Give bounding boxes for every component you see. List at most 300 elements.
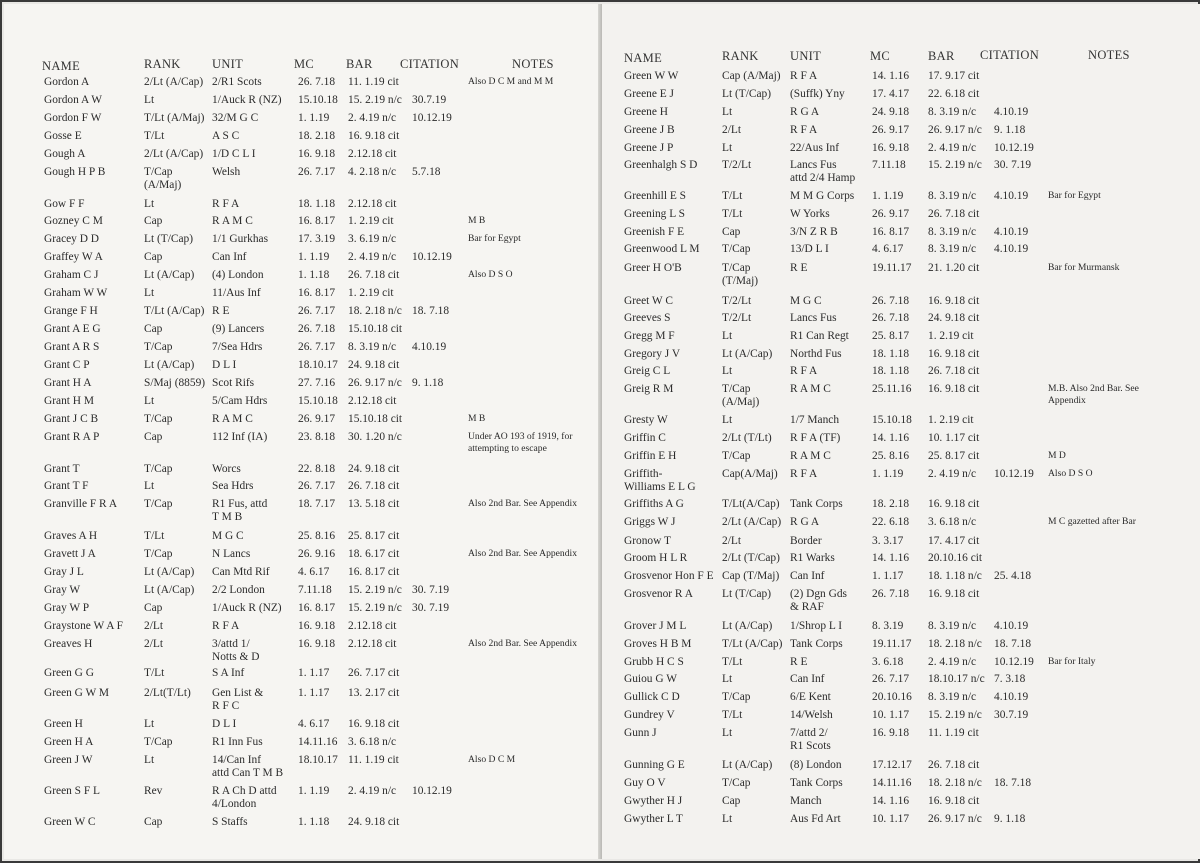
cell-rank: 2/Lt (A/Cap) <box>144 148 204 160</box>
cell-bar: 16. 9.18 cit <box>928 498 980 510</box>
cell-mc: 23. 8.18 <box>298 431 336 443</box>
cell-name: Greig R M <box>624 383 674 395</box>
cell-rank: T/Cap <box>144 548 173 560</box>
cell-name: Greene J P <box>624 142 674 154</box>
right-page <box>602 4 1200 859</box>
cell-unit: Sea Hdrs <box>212 480 254 492</box>
cell-mc: 1. 1.19 <box>298 251 330 263</box>
cell-unit: R F A <box>212 620 240 632</box>
cell-mc: 8. 3.19 <box>872 620 904 632</box>
cell-rank: Lt <box>722 106 733 118</box>
cell-name: Greeves S <box>624 312 671 324</box>
cell-mc: 16. 9.18 <box>298 148 336 160</box>
cell-name: Granville F R A <box>44 498 118 510</box>
col-header-citation: CITATION <box>980 48 1040 62</box>
left-page <box>4 4 602 859</box>
cell-unit: Tank Corps <box>790 638 843 650</box>
cell-bar: 2.12.18 cit <box>348 198 397 210</box>
cell-unit: R E <box>790 262 808 274</box>
cell-unit: 2/R1 Scots <box>212 76 262 88</box>
cell-mc: 26. 7.18 <box>298 323 336 335</box>
cell-bar: 24. 9.18 cit <box>348 816 400 828</box>
cell-unit: 32/M G C <box>212 112 259 124</box>
cell-bar: 26. 7.18 cit <box>928 759 980 771</box>
cell-unit: 13/D L I <box>790 243 829 255</box>
cell-mc: 18. 1.18 <box>872 365 910 377</box>
cell-name: Green W W <box>624 70 679 82</box>
cell-unit: S Staffs <box>212 816 248 828</box>
cell-name: Green H <box>44 718 83 730</box>
cell-mc: 16. 8.17 <box>298 602 336 614</box>
cell-rank: 2/Lt (A/Cap) <box>722 516 782 528</box>
cell-mc: 19.11.17 <box>872 262 912 274</box>
cell-mc: 26. 7.17 <box>298 341 336 353</box>
cell-bar: 16. 9.18 cit <box>928 588 980 600</box>
cell-rank: T/Lt (A/Maj) <box>144 112 205 124</box>
cell-citation: 18. 7.18 <box>412 305 450 317</box>
cell-bar: 26. 9.17 n/c <box>928 124 982 136</box>
cell-unit: R E <box>790 656 808 668</box>
cell-citation: 4.10.19 <box>994 691 1029 703</box>
cell-name: Greenhill E S <box>624 190 687 202</box>
col-header-citation: CITATION <box>400 57 460 71</box>
cell-bar: 3. 6.18 n/c <box>348 736 397 748</box>
cell-unit: 3/N Z R B <box>790 226 838 238</box>
cell-unit: M G C <box>790 295 822 307</box>
cell-rank: Lt <box>722 727 733 739</box>
cell-mc: 19.11.17 <box>872 638 912 650</box>
cell-rank: S/Maj (8859) <box>144 377 206 389</box>
cell-rank: T/2/Lt <box>722 295 752 307</box>
cell-mc: 1. 1.18 <box>298 816 330 828</box>
cell-unit: 22/Aus Inf <box>790 142 840 154</box>
cell-unit: 112 Inf (IA) <box>212 431 268 443</box>
cell-rank: Lt <box>722 365 733 377</box>
cell-rank: 2/Lt (A/Cap) <box>144 76 204 88</box>
cell-mc: 16. 9.18 <box>298 620 336 632</box>
cell-bar: 26. 7.18 cit <box>928 208 980 220</box>
cell-notes: Also D C M and M M <box>468 76 554 87</box>
cell-bar: 15. 2.19 n/c <box>348 584 402 596</box>
cell-name: Gordon A W <box>44 94 103 106</box>
cell-bar: 24. 9.18 cit <box>928 312 980 324</box>
cell-rank: T/Cap (A/Maj) <box>144 166 182 191</box>
cell-citation: 18. 7.18 <box>994 777 1032 789</box>
cell-rank: T/Lt <box>722 208 743 220</box>
cell-mc: 18.10.17 <box>298 754 338 766</box>
cell-mc: 1. 1.19 <box>298 112 330 124</box>
cell-unit: (9) Lancers <box>212 323 265 335</box>
cell-unit: Can Mtd Rif <box>212 566 270 578</box>
cell-citation: 4.10.19 <box>994 106 1029 118</box>
cell-rank: Lt (A/Cap) <box>722 348 773 360</box>
cell-rank: Lt <box>722 673 733 685</box>
cell-bar: 15. 2.19 n/c <box>348 602 402 614</box>
cell-rank: Lt (T/Cap) <box>722 88 772 100</box>
cell-name: Greenwood L M <box>624 243 700 255</box>
cell-unit: Can Inf <box>212 251 247 263</box>
cell-bar: 11. 1.19 cit <box>348 76 399 88</box>
cell-mc: 4. 6.17 <box>872 243 904 255</box>
cell-rank: Lt <box>144 287 155 299</box>
cell-bar: 25. 8.17 cit <box>348 530 400 542</box>
cell-mc: 26. 9.17 <box>872 124 910 136</box>
cell-notes: Under AO 193 of 1919, for attempting to escape <box>468 431 573 454</box>
cell-name: Gregory J V <box>624 348 681 360</box>
cell-rank: T/Lt <box>144 130 165 142</box>
cell-bar: 2. 4.19 n/c <box>928 656 977 668</box>
cell-name: Groom H L R <box>624 552 688 564</box>
cell-rank: 2/Lt (T/Cap) <box>722 552 780 564</box>
cell-unit: R E <box>212 305 230 317</box>
cell-unit: M G C <box>212 530 244 542</box>
cell-name: Green J W <box>44 754 93 766</box>
cell-bar: 26. 7.18 cit <box>348 269 400 281</box>
cell-rank: Lt <box>144 718 155 730</box>
cell-unit: Manch <box>790 795 822 807</box>
cell-unit: 7/attd 2/ R1 Scots <box>790 727 831 752</box>
cell-rank: Lt <box>722 414 733 426</box>
cell-mc: 17. 3.19 <box>298 233 336 245</box>
cell-name: Griffith- Williams E L G <box>624 468 696 493</box>
cell-unit: 2/2 London <box>212 584 265 596</box>
col-header-notes: NOTES <box>1088 48 1130 62</box>
cell-citation: 25. 4.18 <box>994 570 1032 582</box>
cell-name: Greenhalgh S D <box>624 159 698 171</box>
cell-bar: 16. 9.18 cit <box>928 348 980 360</box>
cell-unit: 6/E Kent <box>790 691 831 703</box>
cell-mc: 14.11.16 <box>872 777 912 789</box>
cell-notes: Also D S O <box>1048 468 1093 479</box>
cell-name: Gronow T <box>624 535 671 547</box>
cell-unit: Border <box>790 535 822 547</box>
cell-mc: 16. 8.17 <box>298 287 336 299</box>
cell-rank: Lt <box>722 813 733 825</box>
cell-mc: 15.10.18 <box>872 414 912 426</box>
cell-bar: 18. 1.18 n/c <box>928 570 982 582</box>
cell-citation: 4.10.19 <box>994 226 1029 238</box>
cell-bar: 11. 1.19 cit <box>928 727 979 739</box>
cell-mc: 14. 1.16 <box>872 432 910 444</box>
cell-unit: R F A <box>212 198 240 210</box>
cell-citation: 7. 3.18 <box>994 673 1026 685</box>
cell-unit: 1/1 Gurkhas <box>212 233 268 245</box>
cell-mc: 26. 9.17 <box>298 413 336 425</box>
cell-unit: A S C <box>212 130 240 142</box>
cell-unit: 11/Aus Inf <box>212 287 261 299</box>
cell-name: Grant C P <box>44 359 90 371</box>
cell-bar: 25. 8.17 cit <box>928 450 980 462</box>
cell-unit: N Lancs <box>212 548 251 560</box>
cell-rank: Lt <box>722 330 733 342</box>
cell-rank: 2/Lt <box>144 620 163 632</box>
cell-citation: 30.7.19 <box>412 94 447 106</box>
cell-citation: 10.12.19 <box>994 142 1034 154</box>
cell-citation: 10.12.19 <box>412 251 452 263</box>
cell-name: Gravett J A <box>44 548 96 560</box>
cell-unit: R F A <box>790 468 818 480</box>
cell-mc: 26. 7.17 <box>298 166 336 178</box>
cell-unit: Worcs <box>212 463 241 475</box>
cell-rank: T/Cap (A/Maj) <box>722 383 760 408</box>
cell-bar: 8. 3.19 n/c <box>928 226 977 238</box>
cell-rank: T/Cap <box>144 341 173 353</box>
cell-mc: 16. 9.18 <box>872 142 910 154</box>
cell-notes: Bar for Murmansk <box>1048 262 1120 273</box>
cell-mc: 17. 4.17 <box>872 88 910 100</box>
cell-mc: 26. 7.18 <box>872 312 910 324</box>
cell-name: Gow F F <box>44 198 85 210</box>
cell-rank: 2/Lt <box>722 535 741 547</box>
cell-mc: 16. 8.17 <box>872 226 910 238</box>
cell-unit: Northd Fus <box>790 348 842 360</box>
cell-bar: 8. 3.19 n/c <box>928 190 977 202</box>
cell-rank: Lt <box>144 395 155 407</box>
cell-mc: 1. 1.17 <box>298 687 330 699</box>
cell-rank: T/Lt <box>144 530 165 542</box>
cell-rank: T/Lt <box>722 190 743 202</box>
cell-mc: 18. 2.18 <box>872 498 910 510</box>
cell-rank: T/Lt <box>722 656 743 668</box>
cell-notes: M B <box>468 413 486 424</box>
cell-mc: 22. 6.18 <box>872 516 910 528</box>
cell-name: Groves H B M <box>624 638 692 650</box>
cell-unit: Gen List & R F C <box>212 687 264 712</box>
cell-name: Greet W C <box>624 295 673 307</box>
cell-name: Gracey D D <box>44 233 100 245</box>
cell-mc: 24. 9.18 <box>872 106 910 118</box>
cell-unit: R F A (TF) <box>790 432 841 444</box>
cell-name: Gray W <box>44 584 81 596</box>
cell-name: Gwyther L T <box>624 813 683 825</box>
cell-mc: 25. 8.16 <box>872 450 910 462</box>
cell-citation: 30. 7.19 <box>994 159 1032 171</box>
cell-unit: 1/7 Manch <box>790 414 840 426</box>
cell-rank: Cap <box>144 816 163 828</box>
cell-name: Grange F H <box>44 305 98 317</box>
cell-name: Gosse E <box>44 130 82 142</box>
cell-name: Greig C L <box>624 365 671 377</box>
cell-citation: 10.12.19 <box>994 468 1034 480</box>
cell-bar: 30. 1.20 n/c <box>348 431 402 443</box>
cell-notes: Bar for Egypt <box>468 233 521 244</box>
cell-name: Gough A <box>44 148 86 160</box>
cell-name: Grant A R S <box>44 341 100 353</box>
cell-mc: 15.10.18 <box>298 94 338 106</box>
cell-mc: 7.11.18 <box>872 159 906 171</box>
cell-citation: 5.7.18 <box>412 166 441 178</box>
cell-mc: 25.11.16 <box>872 383 912 395</box>
cell-bar: 26. 9.17 n/c <box>928 813 982 825</box>
cell-bar: 18. 2.18 n/c <box>928 777 982 789</box>
cell-name: Gunning G E <box>624 759 685 771</box>
cell-mc: 26. 7.18 <box>298 76 336 88</box>
cell-name: Grant T <box>44 463 80 475</box>
cell-rank: 2/Lt <box>722 124 741 136</box>
cell-name: Green H A <box>44 736 94 748</box>
cell-unit: R F A <box>790 124 818 136</box>
cell-rank: Lt <box>722 142 733 154</box>
cell-bar: 22. 6.18 cit <box>928 88 980 100</box>
cell-name: Greene J B <box>624 124 675 136</box>
cell-unit: R A M C <box>790 383 831 395</box>
cell-name: Greene E J <box>624 88 674 100</box>
cell-unit: R1 Fus, attd T M B <box>212 498 268 523</box>
cell-unit: D L I <box>212 718 237 730</box>
cell-bar: 16. 9.18 cit <box>928 295 980 307</box>
cell-name: Greaves H <box>44 638 93 650</box>
cell-citation: 10.12.19 <box>412 112 452 124</box>
cell-mc: 17.12.17 <box>872 759 912 771</box>
cell-bar: 15. 2.19 n/c <box>928 709 982 721</box>
cell-rank: 2/Lt <box>144 638 163 650</box>
cell-name: Grosvenor R A <box>624 588 693 600</box>
cell-mc: 1. 1.18 <box>298 269 330 281</box>
cell-mc: 14.11.16 <box>298 736 338 748</box>
cell-mc: 26. 9.16 <box>298 548 336 560</box>
cell-bar: 8. 3.19 n/c <box>928 620 977 632</box>
cell-unit: Tank Corps <box>790 498 843 510</box>
cell-name: Graffey W A <box>44 251 103 263</box>
cell-name: Graystone W A F <box>44 620 123 632</box>
cell-unit: R A M C <box>212 413 253 425</box>
col-header-bar: BAR <box>928 49 955 63</box>
cell-unit: 1/D C L I <box>212 148 256 160</box>
cell-bar: 2.12.18 cit <box>348 638 397 650</box>
cell-unit: 3/attd 1/ Notts & D <box>212 638 260 663</box>
cell-notes: Also D S O <box>468 269 513 280</box>
cell-bar: 1. 2.19 cit <box>348 215 394 227</box>
cell-mc: 26. 7.17 <box>298 480 336 492</box>
cell-unit: 1/Auck R (NZ) <box>212 94 282 106</box>
cell-bar: 26. 7.18 cit <box>348 480 400 492</box>
cell-unit: Lancs Fus <box>790 312 837 324</box>
cell-unit: 14/Can Inf attd Can T M B <box>212 754 284 779</box>
cell-mc: 18. 2.18 <box>298 130 336 142</box>
cell-rank: Cap <box>722 795 741 807</box>
cell-bar: 2. 4.19 n/c <box>348 112 397 124</box>
cell-bar: 18.10.17 n/c <box>928 673 985 685</box>
cell-unit: 14/Welsh <box>790 709 833 721</box>
cell-mc: 18. 1.18 <box>872 348 910 360</box>
cell-bar: 17. 9.17 cit <box>928 70 980 82</box>
cell-bar: 4. 2.18 n/c <box>348 166 397 178</box>
cell-unit: R F A <box>790 70 818 82</box>
cell-bar: 20.10.16 cit <box>928 552 983 564</box>
cell-rank: Rev <box>144 785 163 797</box>
cell-rank: Lt (T/Cap) <box>144 233 194 245</box>
cell-unit: 7/Sea Hdrs <box>212 341 263 353</box>
cell-notes: M D <box>1048 450 1066 461</box>
cell-bar: 16. 8.17 cit <box>348 566 400 578</box>
cell-unit: Lancs Fus attd 2/4 Hamp <box>790 159 856 184</box>
cell-rank: Lt <box>144 754 155 766</box>
cell-mc: 14. 1.16 <box>872 552 910 564</box>
cell-unit: D L I <box>212 359 237 371</box>
cell-name: Gwyther H J <box>624 795 683 807</box>
cell-rank: Cap <box>144 251 163 263</box>
cell-name: Griffiths A G <box>624 498 684 510</box>
cell-name: Guy O V <box>624 777 666 789</box>
cell-bar: 2. 4.19 n/c <box>348 251 397 263</box>
cell-name: Gray J L <box>44 566 84 578</box>
cell-rank: Cap <box>144 431 163 443</box>
cell-bar: 13. 5.18 cit <box>348 498 400 510</box>
cell-bar: 26. 9.17 n/c <box>348 377 402 389</box>
cell-bar: 26. 7.17 cit <box>348 667 400 679</box>
cell-notes: Bar for Egypt <box>1048 190 1101 201</box>
cell-bar: 15. 2.19 n/c <box>348 94 402 106</box>
cell-citation: 4.10.19 <box>994 243 1029 255</box>
cell-rank: Cap <box>144 215 163 227</box>
cell-rank: T/Cap (T/Maj) <box>722 262 759 287</box>
cell-rank: Lt <box>144 198 155 210</box>
cell-mc: 26. 7.18 <box>872 295 910 307</box>
col-header-mc: MC <box>294 57 315 71</box>
cell-mc: 25. 8.16 <box>298 530 336 542</box>
cell-rank: T/Cap <box>144 463 173 475</box>
cell-bar: 8. 3.19 n/c <box>928 691 977 703</box>
cell-bar: 10. 1.17 cit <box>928 432 980 444</box>
cell-rank: Cap <box>722 226 741 238</box>
cell-rank: Cap(A/Maj) <box>722 468 778 480</box>
cell-name: Gullick C D <box>624 691 680 703</box>
cell-name: Graham C J <box>44 269 99 281</box>
cell-bar: 18. 2.18 n/c <box>928 638 982 650</box>
cell-rank: Lt <box>144 94 155 106</box>
cell-bar: 15.10.18 cit <box>348 413 403 425</box>
cell-unit: (2) Dgn Gds & RAF <box>790 588 847 613</box>
cell-bar: 16. 9.18 cit <box>348 130 400 142</box>
cell-unit: R A M C <box>790 450 831 462</box>
cell-mc: 14. 1.16 <box>872 795 910 807</box>
cell-unit: R1 Inn Fus <box>212 736 263 748</box>
cell-unit: Can Inf <box>790 673 825 685</box>
cell-mc: 27. 7.16 <box>298 377 336 389</box>
cell-unit: 5/Cam Hdrs <box>212 395 268 407</box>
cell-bar: 18. 2.18 n/c <box>348 305 402 317</box>
cell-name: Griffin E H <box>624 450 677 462</box>
cell-unit: R A Ch D attd 4/London <box>212 785 277 810</box>
cell-name: Grant R A P <box>44 431 100 443</box>
cell-bar: 15.10.18 cit <box>348 323 403 335</box>
cell-bar: 11. 1.19 cit <box>348 754 399 766</box>
cell-name: Gozney C M <box>44 215 103 227</box>
cell-rank: Lt (A/Cap) <box>144 359 195 371</box>
cell-bar: 15. 2.19 n/c <box>928 159 982 171</box>
cell-notes: Also 2nd Bar. See Appendix <box>468 548 577 559</box>
cell-rank: Cap (T/Maj) <box>722 570 780 582</box>
cell-name: Grant A E G <box>44 323 101 335</box>
cell-mc: 26. 7.17 <box>872 673 910 685</box>
cell-name: Grubb H C S <box>624 656 684 668</box>
cell-mc: 4. 6.17 <box>298 566 330 578</box>
cell-citation: 10.12.19 <box>412 785 452 797</box>
cell-name: Graham W W <box>44 287 108 299</box>
cell-unit: Welsh <box>212 166 241 178</box>
cell-name: Grosvenor Hon F E <box>624 570 714 582</box>
cell-bar: 26. 7.18 cit <box>928 365 980 377</box>
cell-name: Gough H P B <box>44 166 106 178</box>
cell-bar: 16. 9.18 cit <box>928 383 980 395</box>
cell-bar: 2.12.18 cit <box>348 148 397 160</box>
cell-rank: T/Lt (A/Cap) <box>144 305 205 317</box>
cell-notes: Also 2nd Bar. See Appendix <box>468 638 577 649</box>
cell-bar: 3. 6.18 n/c <box>928 516 977 528</box>
cell-name: Gundrey V <box>624 709 675 721</box>
cell-name: Green G G <box>44 667 94 679</box>
cell-unit: Can Inf <box>790 570 825 582</box>
